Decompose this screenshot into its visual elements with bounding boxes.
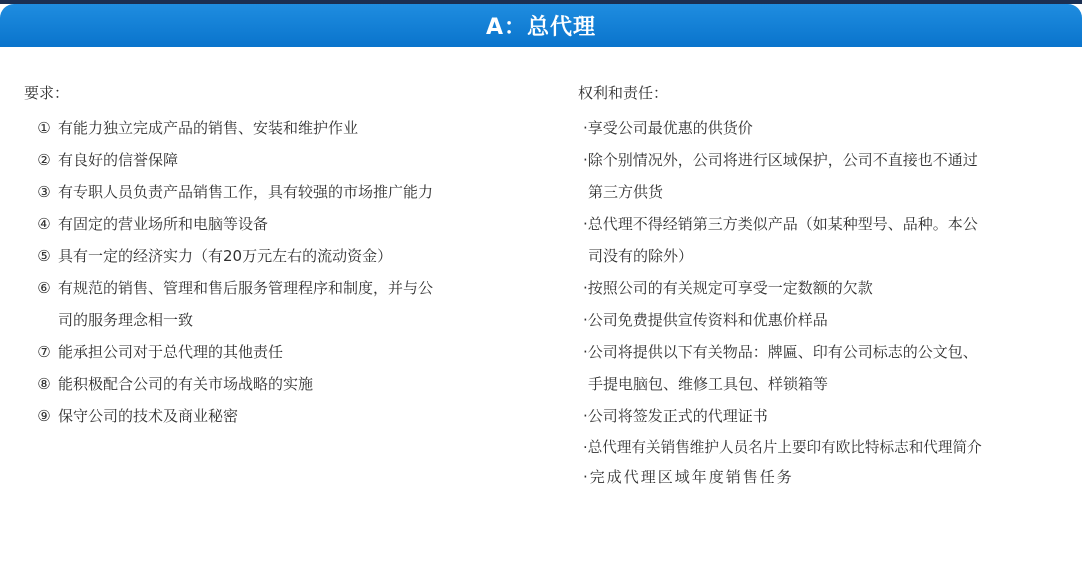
item-number: ④ — [37, 215, 51, 233]
rights-item-5 — [578, 304, 1053, 336]
requirements-section — [24, 80, 544, 432]
rights-line: ·公司将签发正式的代理证书 — [583, 407, 768, 425]
rights-item-1 — [578, 112, 1053, 144]
requirement-item-4 — [24, 208, 544, 240]
requirement-line: 保守公司的技术及商业秘密 — [58, 407, 239, 425]
requirement-item-8 — [24, 368, 544, 400]
item-number: ② — [37, 151, 51, 169]
requirement-line: 能承担公司对于总代理的其他责任 — [58, 343, 284, 361]
requirement-line: 有能力独立完成产品的销售、安装和维护作业 — [58, 119, 359, 137]
rights-item-6 — [578, 336, 1053, 400]
requirement-item-2 — [24, 144, 544, 176]
header-bar — [0, 4, 1082, 47]
requirement-line: 有固定的营业场所和电脑等设备 — [58, 215, 269, 233]
item-number: ⑦ — [37, 343, 51, 361]
requirement-text — [58, 272, 482, 336]
requirement-line: 能积极配合公司的有关市场战略的实施 — [58, 375, 314, 393]
requirement-text — [58, 144, 482, 176]
rights-line: ·除个别情况外，公司将进行区域保护，公司不直接也不通过 — [583, 151, 978, 169]
rights-line: ·公司将提供以下有关物品：牌匾、印有公司标志的公文包、 — [583, 343, 978, 361]
rights-item-4 — [578, 272, 1053, 304]
rights-heading: 权利和责任： — [578, 84, 669, 102]
requirement-line: 有专职人员负责产品销售工作，具有较强的市场推广能力 — [58, 183, 434, 201]
requirement-text — [58, 208, 482, 240]
rights-line: ·公司免费提供宣传资料和优惠价样品 — [583, 311, 828, 329]
requirement-item-5 — [24, 240, 544, 272]
requirement-item-6 — [24, 272, 544, 336]
rights-line: 第三方供货 — [588, 183, 664, 201]
rights-line: ·按照公司的有关规定可享受一定数额的欠款 — [583, 279, 873, 297]
rights-section — [578, 80, 1058, 490]
requirement-item-9 — [24, 400, 544, 432]
item-number: ⑧ — [37, 375, 51, 393]
item-number: ① — [37, 119, 51, 137]
requirement-line: 具有一定的经济实力（有20万元左右的流动资金） — [58, 247, 393, 265]
item-number: ⑨ — [37, 407, 51, 425]
requirement-item-3 — [24, 176, 544, 208]
requirement-text — [58, 336, 482, 368]
requirement-text — [58, 368, 482, 400]
rights-line: ·总代理有关销售维护人员名片上要印有欧比特标志和代理简介 — [583, 439, 982, 456]
requirement-text — [58, 240, 482, 272]
requirement-line: 有规范的销售、管理和售后服务管理程序和制度，并与公 — [58, 279, 434, 297]
requirement-item-7 — [24, 336, 544, 368]
rights-item-3 — [578, 208, 1053, 272]
rights-line: 司没有的除外） — [588, 247, 694, 265]
requirements-heading: 要求： — [24, 84, 70, 102]
rights-line: 手提电脑包、维修工具包、样锁箱等 — [588, 375, 829, 393]
item-number: ⑥ — [37, 279, 51, 297]
requirement-text — [58, 112, 482, 144]
rights-item-2 — [578, 144, 1053, 208]
rights-item-7 — [578, 400, 1053, 432]
rights-item-9 — [578, 464, 1053, 490]
rights-item-8 — [578, 432, 1053, 464]
rights-line: ·享受公司最优惠的供货价 — [583, 119, 753, 137]
requirement-item-1 — [24, 112, 544, 144]
page-title: A：总代理 — [485, 15, 597, 40]
requirement-text — [58, 176, 482, 208]
requirement-line: 有良好的信誉保障 — [58, 151, 179, 169]
rights-line: ·完成代理区域年度销售任务 — [583, 468, 794, 486]
item-number: ③ — [37, 183, 51, 201]
requirement-line: 司的服务理念相一致 — [58, 311, 194, 329]
item-number: ⑤ — [37, 247, 51, 265]
rights-line: ·总代理不得经销第三方类似产品（如某种型号、品种。本公 — [583, 215, 978, 233]
requirement-text — [58, 400, 482, 432]
